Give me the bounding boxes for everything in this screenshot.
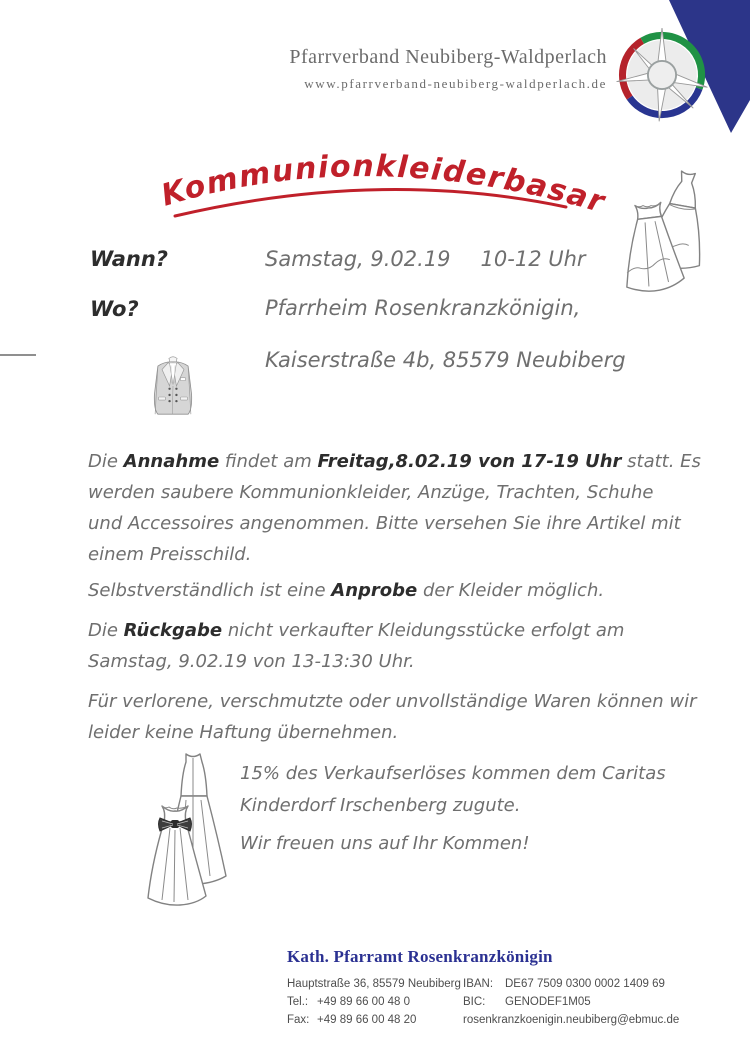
footer-contact-block (287, 975, 461, 1029)
where-line1: Pfarrheim Rosenkranzkönigin, (265, 296, 581, 320)
paragraph-line: Die Rückgabe nicht verkaufter Kleidungsstücke erfolgt am (88, 620, 625, 641)
paragraph-line: werden saubere Kommunionkleider, Anzüge, Trachten, Schuhe (88, 482, 654, 503)
paragraph-line: leider keine Haftung übernehmen. (88, 722, 399, 743)
footer-address: Hauptstraße 36, 85579 Neubiberg (287, 978, 461, 990)
paragraph-line: Für verlorene, verschmutzte oder unvollständige Waren können wir (88, 691, 697, 712)
paragraph-rueckgabe (88, 615, 624, 677)
compass-rose-logo-icon (615, 28, 709, 122)
paragraph-line: Die Annahme findet am Freitag,8.02.19 von 17-19 Uhr statt. Es (88, 451, 701, 472)
footer-heading: Kath. Pfarramt Rosenkranzkönigin (287, 947, 553, 966)
paragraph-anprobe (88, 575, 604, 606)
communion-dresses-bottom-icon (144, 750, 236, 910)
org-website: www.pfarrverband-neubiberg-waldperlach.de (304, 76, 607, 91)
org-name: Pfarrverband Neubiberg-Waldperlach (289, 46, 607, 68)
footer-fax: Fax: +49 89 66 00 48 20 (287, 1014, 417, 1026)
letterhead (289, 46, 607, 92)
communion-dresses-top-icon (610, 166, 718, 296)
paragraph-line: Samstag, 9.02.19 von 13-13:30 Uhr. (88, 651, 415, 672)
suit-jacket-icon (151, 343, 195, 429)
paragraph-annahme (88, 446, 701, 570)
where-line2: Kaiserstraße 4b, 85579 Neubiberg (265, 348, 626, 372)
charity-note (240, 758, 666, 822)
paragraph-line: Selbstverständlich ist eine Anprobe der Kleider möglich. (88, 580, 605, 601)
when-date: Samstag, 9.02.19 (265, 247, 451, 271)
footer-email: rosenkranzkoenigin.neubiberg@ebmuc.de (463, 1014, 680, 1026)
paragraph-line: 15% des Verkaufserlöses kommen dem Caritas (240, 763, 666, 784)
paragraph-haftung (88, 686, 696, 748)
fold-mark (0, 354, 36, 356)
paragraph-line: einem Preisschild. (88, 544, 252, 565)
footer-bic: BIC: GENODEF1M05 (463, 996, 591, 1008)
page-title: Kommunionkleiderbasar (157, 149, 610, 221)
when-label: Wann? (90, 247, 168, 271)
closing-line: Wir freuen uns auf Ihr Kommen! (240, 833, 530, 854)
footer-tel: Tel.: +49 89 66 00 48 0 (287, 996, 411, 1008)
when-time: 10-12 Uhr (480, 247, 586, 271)
where-label: Wo? (90, 297, 139, 321)
when-value (265, 247, 586, 271)
footer-iban: IBAN: DE67 7509 0300 0002 1409 69 (463, 978, 665, 990)
paragraph-line: und Accessoires angenommen. Bitte versehen Sie ihre Artikel mit (88, 513, 681, 534)
footer-bank-block (463, 975, 679, 1029)
paragraph-line: Kinderdorf Irschenberg zugute. (240, 795, 521, 816)
